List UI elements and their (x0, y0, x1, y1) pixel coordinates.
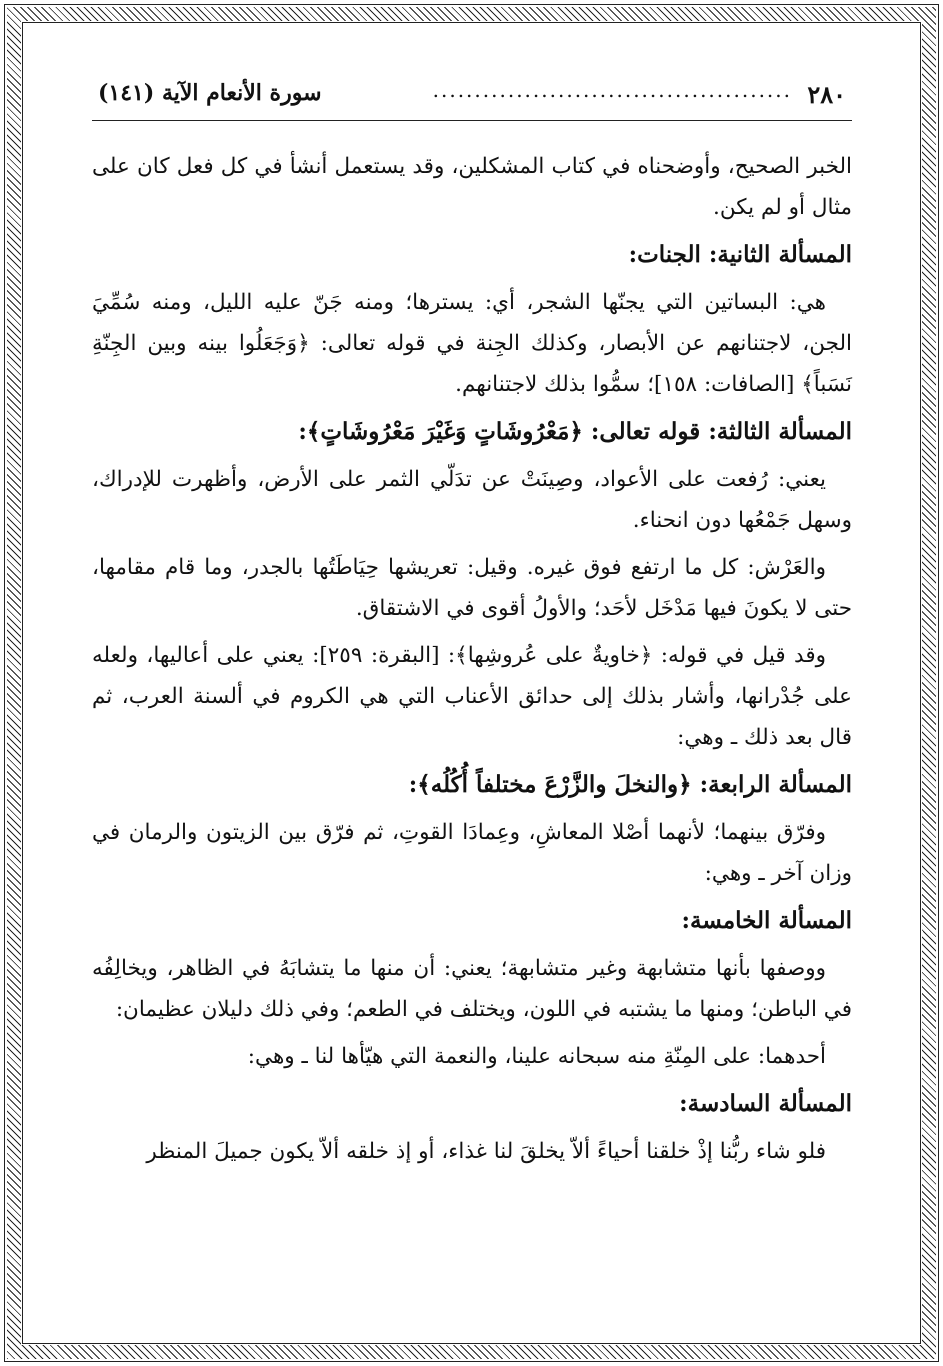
section-heading: المسألة الثالثة: قوله تعالى: ﴿مَعْرُوشَاتٍ وَغَيْرَ مَعْرُوشَاتٍ﴾: (298, 418, 852, 445)
section-heading: المسألة الرابعة: ﴿والنخلَ والزَّرْعَ مختلفاً أُكُلُه﴾: (408, 771, 852, 798)
paragraph: وفرّق بينهما؛ لأنهما أصْلا المعاشِ، وعِمادَا القوتِ، ثم فرّق بين الزيتون والرمان في وزان آخر ـ وهي: (92, 820, 852, 886)
paragraph: أحدهما: على المِنّةِ منه سبحانه علينا، والنعمة التي هيّأها لنا ـ وهي: (247, 1044, 826, 1069)
paragraph: يعني: رُفعت على الأعواد، وصِينَتْ عن تدَلّي الثمر على الأرض، وأظهرت للإدراك، وسهل جَمْعُها دون انحناء. (92, 467, 852, 533)
header-rule (92, 120, 852, 121)
running-header (92, 70, 852, 122)
paragraph: هي: البساتين التي يجنّها الشجر، أي: يسترها؛ ومنه جَنّ عليه الليل، ومنه سُمِّيَ الجن، لاجتنانهم عن الأبصار، وكذلك الجِنة في قوله تعالى: ﴿وَجَعَلُوا بينه وبين الجِنّةِ نَسَباً﴾ [الصافات: ١٥٨]؛ سمُّوا بذلك لاجتنانهم. (92, 290, 852, 397)
section-heading: المسألة الثانية: الجنات: (628, 241, 852, 268)
paragraph: الخبر الصحيح، وأوضحناه في كتاب المشكلين، وقد يستعمل أنشأ في كل فعل كان على مثال أو لم يكن. (92, 154, 852, 220)
section-heading: المسألة السادسة: (679, 1090, 852, 1117)
header-leader-dots: ........................................... (432, 78, 792, 102)
page-number: ٢٨٠ (807, 80, 846, 109)
paragraph: فلو شاء ربُّنا إذْ خلقنا أحياءً ألاّ يخلقَ لنا غذاء، أو إذ خلقه ألاّ يكون جميلَ المنظر (146, 1139, 826, 1164)
paragraph: وقد قيل في قوله: ﴿خاويةٌ على عُروشِها﴾: [البقرة: ٢٥٩]: يعني على أعاليها، ولعله على جُدْرانها، وأشار بذلك إلى حدائق الأعناب التي هي الكروم في ألسنة العرب، ثم قال بعد ذلك ـ وهي: (92, 643, 852, 750)
paragraph: والعَرْش: كل ما ارتفع فوق غيره. وقيل: تعريشها حِيَاطَتُها بالجدر، وما قام مقامها، حتى لا يكونَ فيها مَدْخَل لأحَد؛ والأولُ أقوى في الاشتقاق. (92, 555, 852, 621)
section-heading: المسألة الخامسة: (681, 907, 852, 934)
paragraph: ووصفها بأنها متشابهة وغير متشابهة؛ يعني: أن منها ما يتشابَهُ في الظاهر، ويخالِفُه في الباطن؛ ومنها ما يشتبه في اللون، ويختلف في الطعم؛ وفي ذلك دليلان عظيمان: (92, 956, 852, 1022)
page-body (92, 146, 852, 1178)
running-title: سورة الأنعام الآية (١٤١) (98, 80, 322, 106)
